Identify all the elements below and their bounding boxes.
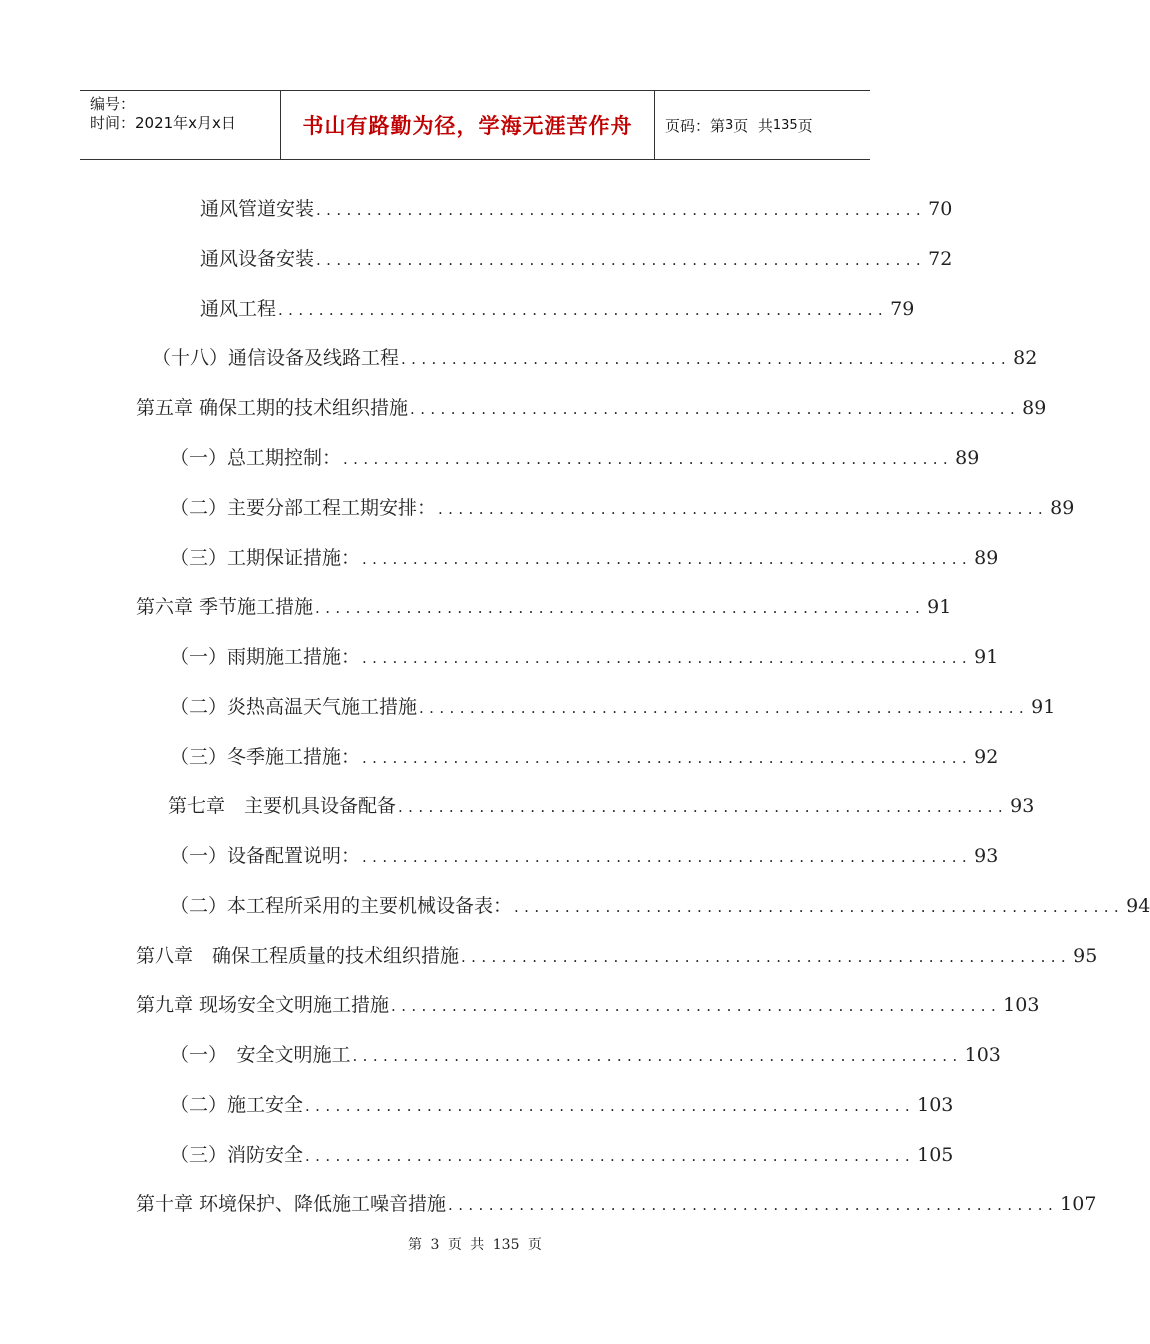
toc-entry[interactable] — [170, 1040, 1001, 1070]
toc-entry[interactable] — [170, 891, 1150, 921]
toc-leader-dots: ............................................................ — [401, 350, 1012, 368]
toc-entry[interactable] — [200, 294, 915, 324]
page-prefix: 页码：第 — [665, 116, 726, 135]
header-middle-cell — [281, 91, 655, 159]
toc-leader-dots: ............................................................ — [391, 997, 1002, 1015]
toc-entry-page: 89 — [1050, 497, 1075, 519]
toc-entry-label: （三）冬季施工措施： — [170, 746, 361, 768]
toc-leader-dots: ............................................................ — [362, 550, 973, 568]
toc-entry-label: （三）消防安全 — [170, 1144, 304, 1166]
toc-leader-dots: ............................................................ — [461, 948, 1072, 966]
toc-entry-page: 92 — [974, 746, 999, 768]
toc-entry-page: 103 — [1003, 994, 1040, 1016]
toc-leader-dots: ............................................................ — [514, 898, 1125, 916]
page-middle: 页 共 — [733, 116, 773, 135]
toc-entry-page: 93 — [1010, 795, 1035, 817]
toc-entry-page: 89 — [1022, 397, 1047, 419]
toc-entry-page: 79 — [890, 298, 915, 320]
toc-entry-page: 70 — [928, 198, 953, 220]
toc-leader-dots: ............................................................ — [315, 599, 926, 617]
page-footer: 第 3 页 共 135 页 — [408, 1237, 542, 1253]
toc-entry-label: （二）主要分部工程工期安排： — [170, 497, 437, 519]
toc-entry[interactable] — [170, 742, 999, 772]
toc-entry-page: 72 — [928, 248, 953, 270]
page-current: 3 — [725, 117, 734, 133]
toc-entry-label: （一）总工期控制： — [170, 447, 342, 469]
toc-entry-page: 103 — [964, 1044, 1001, 1066]
toc-entry[interactable] — [170, 642, 999, 672]
page-header — [80, 90, 870, 160]
toc-entry-label: 通风管道安装 — [200, 198, 315, 220]
toc-entry-label: 第七章 主要机具设备配备 — [168, 795, 397, 817]
toc-entry-label: （三）工期保证措施： — [170, 547, 361, 569]
toc-entry-page: 93 — [974, 845, 999, 867]
toc-leader-dots: ............................................................ — [410, 400, 1021, 418]
toc-entry-page: 82 — [1013, 347, 1038, 369]
toc-entry[interactable] — [136, 990, 1040, 1020]
toc-leader-dots: ............................................................ — [352, 1047, 963, 1065]
toc-leader-dots: ............................................................ — [362, 649, 973, 667]
toc-entry[interactable] — [170, 1090, 954, 1120]
toc-leader-dots: ............................................................ — [343, 450, 954, 468]
toc-entry-label: 第六章 季节施工措施 — [136, 596, 314, 618]
toc-leader-dots: ............................................................ — [448, 1196, 1059, 1214]
toc-entry[interactable] — [170, 543, 999, 573]
toc-entry-label: （一） 安全文明施工 — [170, 1044, 351, 1066]
toc-entry-page: 95 — [1073, 945, 1098, 967]
toc-entry-page: 103 — [917, 1094, 954, 1116]
toc-entry-label: 通风设备安装 — [200, 248, 315, 270]
toc-entry-label: （二）施工安全 — [170, 1094, 304, 1116]
toc-entry-page: 91 — [974, 646, 999, 668]
toc-leader-dots: ............................................................ — [305, 1097, 916, 1115]
toc-entry[interactable] — [152, 343, 1038, 373]
toc-entry[interactable] — [170, 1140, 954, 1170]
toc-entry-label: （十八）通信设备及线路工程 — [152, 347, 400, 369]
toc-entry-page: 94 — [1126, 895, 1150, 917]
toc-entry-label: （一）设备配置说明： — [170, 845, 361, 867]
toc-entry-label: （二）炎热高温天气施工措施 — [170, 696, 418, 718]
toc-leader-dots: ............................................................ — [316, 201, 927, 219]
header-motto: 书山有路勤为径，学海无涯苦作舟 — [302, 114, 633, 138]
toc-entry-label: 第九章 现场安全文明施工措施 — [136, 994, 390, 1016]
toc-entry-page: 89 — [974, 547, 999, 569]
toc-leader-dots: ............................................................ — [362, 749, 973, 767]
toc-entry[interactable] — [200, 244, 953, 274]
toc-entry[interactable] — [170, 443, 980, 473]
toc-entry-label: 通风工程 — [200, 298, 277, 320]
toc-leader-dots: ............................................................ — [398, 798, 1009, 816]
toc-entry-label: 第五章 确保工期的技术组织措施 — [136, 397, 409, 419]
toc-entry[interactable] — [136, 592, 952, 622]
toc-entry-label: （一）雨期施工措施： — [170, 646, 361, 668]
toc-entry[interactable] — [200, 194, 953, 224]
page-total: 135 — [772, 117, 798, 133]
toc-leader-dots: ............................................................ — [278, 301, 889, 319]
header-left-cell — [80, 91, 281, 159]
toc-entry[interactable] — [170, 692, 1056, 722]
header-page-info — [655, 91, 870, 159]
toc-leader-dots: ............................................................ — [419, 699, 1030, 717]
toc-entry[interactable] — [136, 1189, 1097, 1219]
toc-entry[interactable] — [168, 791, 1035, 821]
toc-entry-label: 第八章 确保工程质量的技术组织措施 — [136, 945, 460, 967]
toc-leader-dots: ............................................................ — [438, 500, 1049, 518]
toc-entry-page: 107 — [1060, 1193, 1097, 1215]
toc-entry[interactable] — [136, 393, 1047, 423]
document-number-label: 编号： — [90, 95, 136, 113]
toc-leader-dots: ............................................................ — [362, 848, 973, 866]
toc-entry[interactable] — [136, 941, 1098, 971]
toc-entry-page: 91 — [927, 596, 952, 618]
toc-leader-dots: ............................................................ — [305, 1147, 916, 1165]
toc-entry-page: 91 — [1031, 696, 1056, 718]
toc-entry-page: 89 — [955, 447, 980, 469]
page-suffix: 页 — [797, 116, 813, 135]
toc-entry-page: 105 — [917, 1144, 954, 1166]
toc-entry-label: 第十章 环境保护、降低施工噪音措施 — [136, 1193, 447, 1215]
toc-entry-label: （二）本工程所采用的主要机械设备表： — [170, 895, 513, 917]
toc-leader-dots: ............................................................ — [316, 251, 927, 269]
toc-entry[interactable] — [170, 841, 999, 871]
document-time-label: 时间：2021年x月x日 — [90, 114, 236, 132]
toc-entry[interactable] — [170, 493, 1075, 523]
